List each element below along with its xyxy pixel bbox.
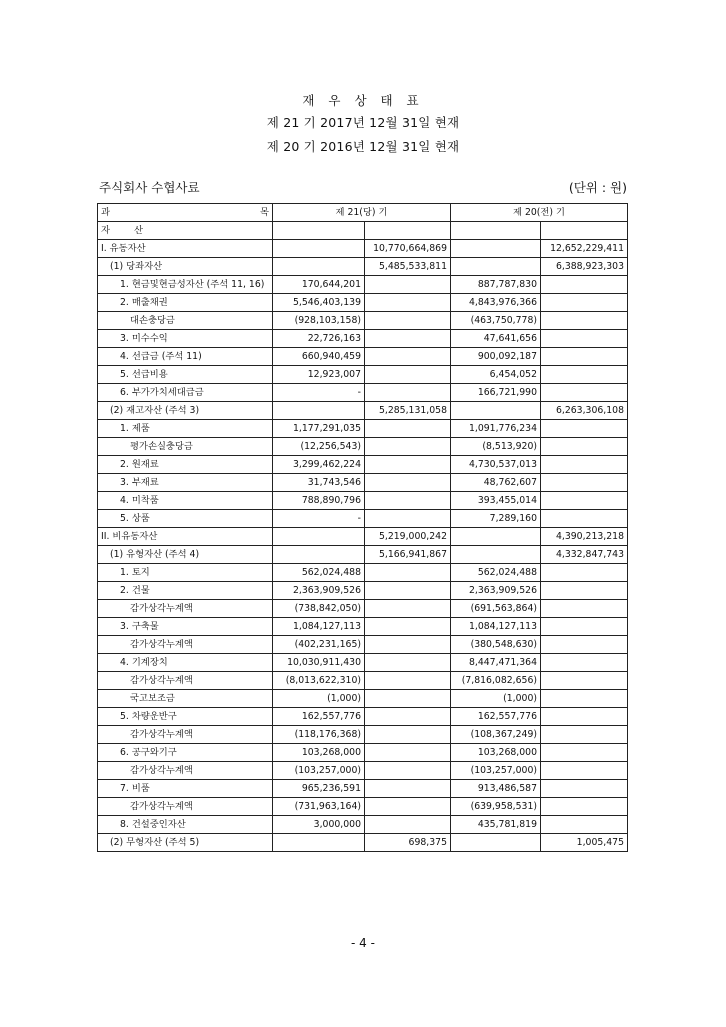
cell-p1: (103,257,000) [451, 762, 541, 780]
row-label: (1) 유형자산 (주석 4) [98, 546, 273, 564]
cell-c2: 10,770,664,869 [365, 240, 451, 258]
table-row [98, 636, 628, 654]
cell-c2: 5,485,533,811 [365, 258, 451, 276]
cell-c1: 1,177,291,035 [273, 420, 365, 438]
header-item: 과 목 [98, 204, 273, 222]
cell-c2 [365, 276, 451, 294]
cell-p1: 103,268,000 [451, 744, 541, 762]
table-row [98, 384, 628, 402]
cell-c1: (103,257,000) [273, 762, 365, 780]
cell-p2: 6,388,923,303 [541, 258, 628, 276]
cell-c2 [365, 510, 451, 528]
header-prior-period: 제 20(전) 기 [451, 204, 628, 222]
cell-p1: 1,091,776,234 [451, 420, 541, 438]
cell-c1 [273, 834, 365, 852]
row-label: 감가상각누계액 [98, 672, 273, 690]
row-label: 7. 비품 [98, 780, 273, 798]
cell-p2: 12,652,229,411 [541, 240, 628, 258]
row-label: I. 유동자산 [98, 240, 273, 258]
cell-p2: 6,263,306,108 [541, 402, 628, 420]
cell-p2 [541, 492, 628, 510]
cell-p1 [451, 240, 541, 258]
cell-p1: 4,843,976,366 [451, 294, 541, 312]
cell-p2: 4,332,847,743 [541, 546, 628, 564]
section-label: 자 산 [98, 222, 273, 240]
row-label: 국고보조금 [98, 690, 273, 708]
cell-p2 [541, 654, 628, 672]
cell-c1 [273, 528, 365, 546]
cell-c2 [365, 744, 451, 762]
prior-period-label: 제 20 기 2016년 12월 31일 현재 [266, 139, 460, 154]
cell-c1: (8,013,622,310) [273, 672, 365, 690]
row-label: II. 비유동자산 [98, 528, 273, 546]
company-name: 주식회사 수협사료 [99, 180, 200, 195]
cell-p1: 562,024,488 [451, 564, 541, 582]
row-label: 5. 선급비용 [98, 366, 273, 384]
cell-p2 [541, 780, 628, 798]
row-label: 감가상각누계액 [98, 600, 273, 618]
cell-c1: (118,176,368) [273, 726, 365, 744]
cell-p1 [451, 258, 541, 276]
cell-c1: 12,923,007 [273, 366, 365, 384]
table-row [98, 744, 628, 762]
table-row [98, 600, 628, 618]
cell-p2 [541, 636, 628, 654]
cell-p1: 4,730,537,013 [451, 456, 541, 474]
cell-c2 [365, 708, 451, 726]
row-label: 4. 기계장치 [98, 654, 273, 672]
balance-sheet-table [97, 203, 628, 852]
cell-c1: 103,268,000 [273, 744, 365, 762]
cell-c1: 31,743,546 [273, 474, 365, 492]
table-row [98, 798, 628, 816]
cell-p2 [541, 726, 628, 744]
cell-c2 [365, 672, 451, 690]
cell-p2 [541, 816, 628, 834]
cell-p1: 887,787,830 [451, 276, 541, 294]
row-label: 감가상각누계액 [98, 762, 273, 780]
cell-p2 [541, 708, 628, 726]
cell-p2: 1,005,475 [541, 834, 628, 852]
table-row [98, 474, 628, 492]
row-label: 6. 부가가치세대급금 [98, 384, 273, 402]
row-label: 3. 구축물 [98, 618, 273, 636]
cell-c2: 698,375 [365, 834, 451, 852]
cell-p2 [541, 474, 628, 492]
row-label: 3. 부재료 [98, 474, 273, 492]
cell-c1: - [273, 510, 365, 528]
cell-c1: 660,940,459 [273, 348, 365, 366]
row-label: (2) 무형자산 (주석 5) [98, 834, 273, 852]
cell-c1: 10,030,911,430 [273, 654, 365, 672]
cell-c2 [365, 384, 451, 402]
table-row [98, 780, 628, 798]
row-label: 대손충당금 [98, 312, 273, 330]
row-label: 1. 제품 [98, 420, 273, 438]
cell-c2 [365, 780, 451, 798]
cell-p1: (691,563,864) [451, 600, 541, 618]
table-row [98, 276, 628, 294]
cell-p1: 166,721,990 [451, 384, 541, 402]
table-row [98, 258, 628, 276]
cell-p2 [541, 618, 628, 636]
cell-p2 [541, 366, 628, 384]
cell-p1: 900,092,187 [451, 348, 541, 366]
cell-p2 [541, 564, 628, 582]
cell-c1: 2,363,909,526 [273, 582, 365, 600]
cell-c2 [365, 456, 451, 474]
row-label: 5. 상품 [98, 510, 273, 528]
row-label: 3. 미수수익 [98, 330, 273, 348]
cell-c1: (738,842,050) [273, 600, 365, 618]
cell-p2 [541, 330, 628, 348]
cell-p2 [541, 420, 628, 438]
cell-p1: 913,486,587 [451, 780, 541, 798]
row-label: 감가상각누계액 [98, 726, 273, 744]
cell-c1: (402,231,165) [273, 636, 365, 654]
row-label: 1. 토지 [98, 564, 273, 582]
table-row [98, 690, 628, 708]
cell-c2 [365, 798, 451, 816]
cell-p1: 48,762,607 [451, 474, 541, 492]
cell-p2 [541, 762, 628, 780]
cell-c1: - [273, 384, 365, 402]
cell-p2 [541, 438, 628, 456]
cell-c1: 5,546,403,139 [273, 294, 365, 312]
section-row [98, 222, 628, 240]
cell-c2 [365, 312, 451, 330]
table-row [98, 672, 628, 690]
cell-p1: 6,454,052 [451, 366, 541, 384]
table-row [98, 294, 628, 312]
table-row [98, 240, 628, 258]
cell-c2 [365, 438, 451, 456]
table-row [98, 510, 628, 528]
table-row [98, 834, 628, 852]
table-row [98, 456, 628, 474]
cell-p1: 1,084,127,113 [451, 618, 541, 636]
cell-p2 [541, 384, 628, 402]
cell-c2 [365, 636, 451, 654]
page-number: - 4 - [351, 936, 375, 950]
row-label: 4. 선급금 (주석 11) [98, 348, 273, 366]
cell-c2 [365, 474, 451, 492]
table-row [98, 330, 628, 348]
cell-p1: (463,750,778) [451, 312, 541, 330]
cell-p2 [541, 690, 628, 708]
cell-c2: 5,166,941,867 [365, 546, 451, 564]
cell-c1: 3,000,000 [273, 816, 365, 834]
cell-c2 [365, 366, 451, 384]
cell-p1: 47,641,656 [451, 330, 541, 348]
table-row [98, 582, 628, 600]
cell-c2 [365, 492, 451, 510]
cell-c2 [365, 816, 451, 834]
row-label: (2) 재고자산 (주석 3) [98, 402, 273, 420]
row-label: (1) 당좌자산 [98, 258, 273, 276]
cell-p2 [541, 276, 628, 294]
cell-c1: (12,256,543) [273, 438, 365, 456]
cell-c1 [273, 240, 365, 258]
header-current-period: 제 21(당) 기 [273, 204, 451, 222]
cell-c2 [365, 690, 451, 708]
cell-c2 [365, 582, 451, 600]
cell-p1: 393,455,014 [451, 492, 541, 510]
cell-c1: 788,890,796 [273, 492, 365, 510]
row-label: 8. 건설중인자산 [98, 816, 273, 834]
cell-p1 [451, 834, 541, 852]
cell-c2 [365, 420, 451, 438]
cell-c1: 1,084,127,113 [273, 618, 365, 636]
table-row [98, 654, 628, 672]
cell-p1 [451, 546, 541, 564]
cell-p2 [541, 510, 628, 528]
table-row [98, 402, 628, 420]
current-period-label: 제 21 기 2017년 12월 31일 현재 [266, 115, 460, 130]
row-label: 2. 매출채권 [98, 294, 273, 312]
cell-p1: 162,557,776 [451, 708, 541, 726]
cell-p2 [541, 672, 628, 690]
unit-label: (단위 : 원) [568, 180, 627, 195]
cell-c1: 3,299,462,224 [273, 456, 365, 474]
cell-p2 [541, 348, 628, 366]
cell-c1: (731,963,164) [273, 798, 365, 816]
cell-c2 [365, 762, 451, 780]
cell-p1: (7,816,082,656) [451, 672, 541, 690]
row-label: 5. 차량운반구 [98, 708, 273, 726]
table-row [98, 492, 628, 510]
cell-p1: (108,367,249) [451, 726, 541, 744]
cell-p1: (639,958,531) [451, 798, 541, 816]
cell-c1 [273, 546, 365, 564]
row-label: 2. 건물 [98, 582, 273, 600]
cell-c2 [365, 348, 451, 366]
cell-p2 [541, 582, 628, 600]
cell-c2 [365, 618, 451, 636]
cell-p2 [541, 744, 628, 762]
row-label: 6. 공구와기구 [98, 744, 273, 762]
cell-p1: 7,289,160 [451, 510, 541, 528]
cell-c1: (1,000) [273, 690, 365, 708]
table-row [98, 708, 628, 726]
statement-title: 재 우 상 태 표 [302, 93, 424, 108]
cell-p2 [541, 294, 628, 312]
cell-c2 [365, 600, 451, 618]
cell-p1: (1,000) [451, 690, 541, 708]
table-row [98, 438, 628, 456]
table-row [98, 816, 628, 834]
table-row [98, 348, 628, 366]
row-label: 2. 원재료 [98, 456, 273, 474]
cell-p1 [451, 528, 541, 546]
table-row [98, 420, 628, 438]
table-row [98, 366, 628, 384]
cell-p2 [541, 312, 628, 330]
cell-p2 [541, 600, 628, 618]
cell-c2 [365, 564, 451, 582]
table-row [98, 618, 628, 636]
table-header-row [98, 204, 628, 222]
cell-c1: 170,644,201 [273, 276, 365, 294]
cell-p1: (8,513,920) [451, 438, 541, 456]
cell-c1: 162,557,776 [273, 708, 365, 726]
cell-c1 [273, 258, 365, 276]
cell-p1: (380,548,630) [451, 636, 541, 654]
cell-p1 [451, 402, 541, 420]
row-label: 4. 미착품 [98, 492, 273, 510]
cell-c2 [365, 726, 451, 744]
table-row [98, 726, 628, 744]
cell-p1: 2,363,909,526 [451, 582, 541, 600]
cell-p2: 4,390,213,218 [541, 528, 628, 546]
cell-c2 [365, 330, 451, 348]
table-row [98, 762, 628, 780]
row-label: 감가상각누계액 [98, 636, 273, 654]
table-row [98, 564, 628, 582]
row-label: 1. 현금및현금성자산 (주석 11, 16) [98, 276, 273, 294]
table-row [98, 312, 628, 330]
cell-c1: 965,236,591 [273, 780, 365, 798]
row-label: 감가상각누계액 [98, 798, 273, 816]
cell-p1: 435,781,819 [451, 816, 541, 834]
cell-p2 [541, 456, 628, 474]
cell-c2: 5,285,131,058 [365, 402, 451, 420]
cell-p1: 8,447,471,364 [451, 654, 541, 672]
cell-c1: (928,103,158) [273, 312, 365, 330]
row-label: 평가손실충당금 [98, 438, 273, 456]
table-row [98, 546, 628, 564]
cell-c1: 562,024,488 [273, 564, 365, 582]
table-row [98, 528, 628, 546]
cell-c1: 22,726,163 [273, 330, 365, 348]
cell-c2 [365, 294, 451, 312]
cell-c1 [273, 402, 365, 420]
cell-c2: 5,219,000,242 [365, 528, 451, 546]
cell-c2 [365, 654, 451, 672]
cell-p2 [541, 798, 628, 816]
